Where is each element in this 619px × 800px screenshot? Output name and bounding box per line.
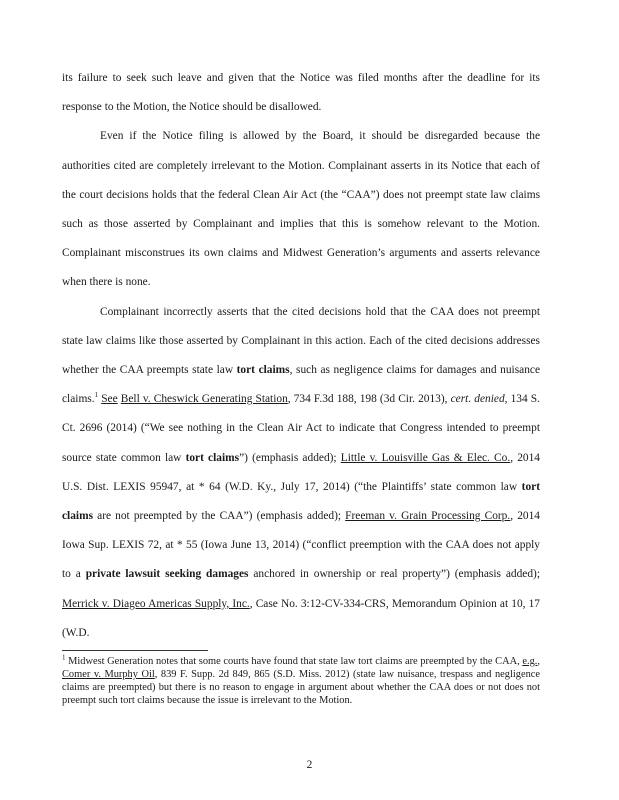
footnote-text: Midwest Generation notes that some courts have found that state law tort claims are preempted by the CAA,	[65, 656, 523, 667]
p3-emphasis: tort claims	[236, 364, 290, 377]
case-name: Bell v. Cheswick Generating Station	[120, 393, 288, 406]
paragraph-1: its failure to seek such leave and given that the Notice was filed months after the deadline for its response to the Motion, the Notice should be disallowed.	[62, 72, 540, 114]
case-name: Freeman v. Grain Processing Corp.	[345, 510, 511, 523]
p3-text: , 734 F.3d 188, 198 (3d Cir. 2013),	[287, 393, 451, 406]
p3-text: Complainant incorrectly asserts that the cited decisions hold that the CAA does not preempt state law claims like those asserted by Complainant in this action. Each of the cited decisions addresses whether the CAA preempts state law	[62, 305, 540, 377]
p3-emphasis: private lawsuit seeking damages	[85, 568, 249, 581]
p3-text: , 2014 Iowa Sup. LEXIS 72, at * 55 (Iowa June 13, 2014) (“conflict preemption with the CAA does not apply to a	[62, 510, 540, 581]
body-text	[62, 64, 540, 648]
citation-signal: e.g.	[522, 656, 538, 667]
p3-text: are not preempted by the CAA”) (emphasis added);	[93, 510, 346, 523]
p3-text: , 134 S. Ct. 2696 (2014) (“We see nothing in the Clean Air Act to indicate that Congress intended to preempt source state common law	[62, 393, 540, 464]
citation-signal: See	[101, 393, 118, 406]
paragraph-2: Even if the Notice filing is allowed by the Board, it should be disregarded because the authorities cited are completely irrelevant to the Motion. Complainant asserts in its Notice that each of the court decisions holds that the federal Clean Air Act (the “CAA”) does not preempt state law claims such as those asserted by Complainant and implies that this is somehow relevant to the Motion. Complainant misconstrues its own claims and Midwest Generation’s arguments and asserts relevance when there is none.	[62, 130, 540, 289]
page-number: 2	[306, 759, 313, 771]
cert-denied: cert. denied	[450, 393, 505, 406]
case-name: Merrick v. Diageo Americas Supply, Inc.	[62, 597, 250, 610]
p3-emphasis: tort claims	[185, 451, 240, 464]
case-name: Little v. Louisville Gas & Elec. Co.	[340, 451, 511, 464]
case-name: Comer v. Murphy Oil	[62, 669, 155, 680]
footnote-divider	[62, 650, 208, 651]
footnote	[62, 655, 540, 707]
p3-text: , such as negligence claims for damages and nuisance claims.	[62, 364, 541, 406]
p3-emphasis: tort claims	[62, 480, 540, 523]
footnote-marker: 1	[62, 653, 66, 662]
paragraph-3	[62, 298, 540, 648]
footnote-reference: 1	[94, 391, 99, 400]
footnote-text: ,	[537, 656, 540, 667]
p3-text: anchored in ownership or real property”) (emphasis added);	[248, 568, 540, 581]
p3-text: , 2014 U.S. Dist. LEXIS 95947, at * 64 (W.D. Ky., July 17, 2014) (“the Plaintiffs’ state common law	[62, 451, 540, 493]
p3-text: ”) (emphasis added);	[239, 451, 341, 464]
footnote-text: , 839 F. Supp. 2d 849, 865 (S.D. Miss. 2012) (state law nuisance, trespass and negligence claims are preempted) but there is no reason to engage in argument about whether the CAA does or not does not preempt such tort claims because the issue is irrelevant to the Motion.	[62, 669, 540, 706]
p3-text: , Case No. 3:12-CV-334-CRS, Memorandum Opinion at 10, 17 (W.D.	[62, 597, 540, 639]
